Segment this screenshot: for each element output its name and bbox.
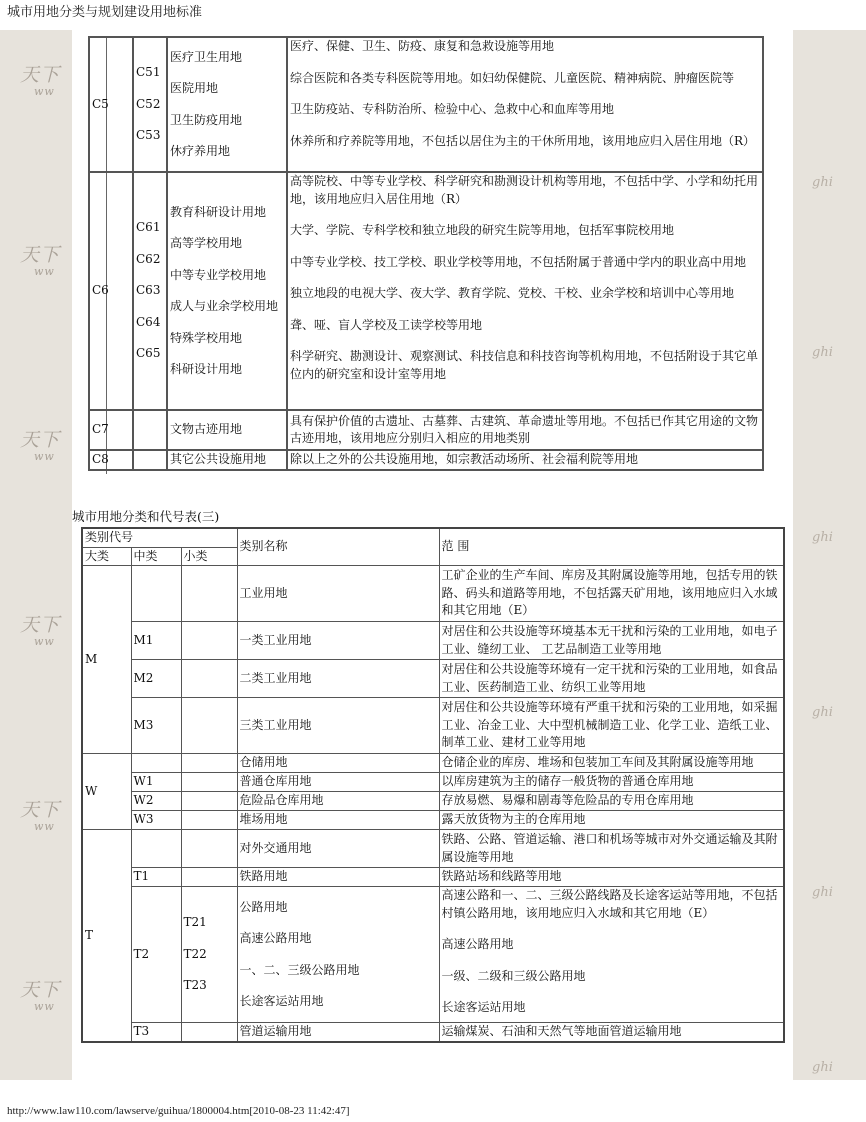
category-name-cell: 铁路用地	[237, 868, 439, 887]
category-name-cell: 教育科研设计用地 高等学校用地 中等专业学校用地 成人与业余学校用地 特殊学校用地 科研设计用地	[167, 172, 287, 410]
scope-cell: 工矿企业的生产车间、库房及其附属设施等用地，包括专用的铁路、码头和道路等用地，不包括露天矿用地，该用地应归入水域和其它用地（E）	[439, 566, 784, 622]
scope-cell: 对居住和公共设施等环境有严重干扰和污染的工业用地，如采掘工业、冶金工业、大中型机械制造工业、化学工业、造纸工业、制革工业、建材工业等用地	[439, 698, 784, 754]
minor-code-cell	[181, 698, 237, 754]
table-row	[82, 622, 784, 660]
table-row	[89, 450, 763, 470]
major-code-cell: M	[82, 566, 131, 754]
watermark: 天下 ww	[20, 614, 61, 648]
scope-cell: 运输煤炭、石油和天然气等地面管道运输用地	[439, 1023, 784, 1042]
watermark: 天下 ww	[20, 64, 61, 98]
minor-code-cell	[181, 792, 237, 811]
scope-cell: 具有保护价值的古遗址、古墓葬、古建筑、革命遗址等用地。不包括已作其它用途的文物古迹用地，该用地应分别归入相应的用地类别	[287, 410, 763, 450]
header-scope: 范 围	[439, 528, 784, 566]
watermark-right: ghi	[812, 1060, 833, 1075]
minor-code-cell	[181, 773, 237, 792]
table-row	[82, 887, 784, 1023]
table-row	[82, 792, 784, 811]
table-row	[82, 773, 784, 792]
minor-code-cell	[181, 566, 237, 622]
table-row	[89, 172, 763, 410]
minor-code-cell	[181, 811, 237, 830]
watermark: 天下 ww	[20, 429, 61, 463]
category-name-cell: 公路用地 高速公路用地 一、二、三级公路用地 长途客运站用地	[237, 887, 439, 1023]
category-name-cell: 堆场用地	[237, 811, 439, 830]
table-row	[89, 410, 763, 450]
major-code-cell: C6	[89, 172, 133, 410]
minor-code-cell	[181, 868, 237, 887]
category-name-cell: 一类工业用地	[237, 622, 439, 660]
category-name-cell: 工业用地	[237, 566, 439, 622]
category-name-cell: 其它公共设施用地	[167, 450, 287, 470]
scope-cell: 高速公路和一、二、三级公路线路及长途客运站等用地，不包括村镇公路用地，该用地应归入水域和其它用地（E） 高速公路用地 一级、二级和三级公路用地 长途客运站用地	[439, 887, 784, 1023]
watermark-right: ghi	[812, 345, 833, 360]
scope-cell: 高等院校、中等专业学校、科学研究和勘测设计机构等用地，不包括中学、小学和幼托用地，该用地应归入居住用地（R） 大学、学院、专科学校和独立地段的研究生院等用地，包括军事院校用地 中等专业学校、技工学校、职业学校等用地，不包括附属于普通中学内的职业高中用地 独立地段的电视大学、夜大学、教育学院、党校、干校、业余学校和培训中心等用地 聋、哑、盲人学校及工读学校等用地 科学研究、勘测设计、观察测试、科技信息和科技咨询等机构用地，不包括附设于其它单位内的研究室和设计室等用地	[287, 172, 763, 410]
header-category-name: 类别名称	[237, 528, 439, 566]
category-name-cell: 文物古迹用地	[167, 410, 287, 450]
scope-cell: 以库房建筑为主的储存一般货物的普通仓库用地	[439, 773, 784, 792]
mid-code-cell	[131, 566, 181, 622]
section-title: 城市用地分类和代号表(三)	[72, 509, 220, 524]
major-code-cell: T	[82, 830, 131, 1042]
mid-code-cell: T3	[131, 1023, 181, 1042]
scope-cell: 露天放货物为主的仓库用地	[439, 811, 784, 830]
mid-code-cell: W2	[131, 792, 181, 811]
page-header: 城市用地分类与规划建设用地标准	[7, 5, 203, 20]
table-row	[89, 37, 763, 172]
major-code-cell: C7	[89, 410, 133, 450]
major-code-cell: C5	[89, 37, 133, 172]
minor-code-cell	[181, 622, 237, 660]
major-code-cell: W	[82, 754, 131, 830]
header-mid: 中类	[131, 547, 181, 566]
left-margin-background	[0, 30, 72, 1080]
table-row	[82, 830, 784, 868]
header-major: 大类	[82, 547, 131, 566]
watermark: 天下 ww	[20, 244, 61, 278]
major-code-cell: C8	[89, 450, 133, 470]
minor-code-cell	[181, 1023, 237, 1042]
minor-code-cell: T21 T22 T23	[181, 887, 237, 1023]
category-name-cell: 管道运输用地	[237, 1023, 439, 1042]
watermark-right: ghi	[812, 885, 833, 900]
category-name-cell: 医疗卫生用地 医院用地 卫生防疫用地 休疗养用地	[167, 37, 287, 172]
minor-code-cell	[181, 660, 237, 698]
mid-code-cell: C61 C62 C63 C64 C65	[133, 172, 167, 410]
watermark-right: ghi	[812, 175, 833, 190]
table-row	[82, 811, 784, 830]
mid-code-cell: M3	[131, 698, 181, 754]
mid-code-cell: M1	[131, 622, 181, 660]
mid-code-cell: T2	[131, 887, 181, 1023]
minor-code-cell	[181, 830, 237, 868]
scope-cell: 仓储企业的库房、堆场和包装加工车间及其附属设施等用地	[439, 754, 784, 773]
table-row	[82, 754, 784, 773]
category-name-cell: 对外交通用地	[237, 830, 439, 868]
category-name-cell: 二类工业用地	[237, 660, 439, 698]
scope-cell: 对居住和公共设施等环境有一定干扰和污染的工业用地，如食品工业、医药制造工业、纺织工业等用地	[439, 660, 784, 698]
mid-code-cell: W1	[131, 773, 181, 792]
watermark-right: ghi	[812, 705, 833, 720]
category-name-cell: 三类工业用地	[237, 698, 439, 754]
public-facilities-table	[88, 36, 764, 471]
watermark: 天下 ww	[20, 799, 61, 833]
mid-code-cell	[133, 410, 167, 450]
watermark: 天下 ww	[20, 979, 61, 1013]
table-row	[82, 1023, 784, 1042]
scope-cell: 医疗、保健、卫生、防疫、康复和急救设施等用地 综合医院和各类专科医院等用地。如妇幼保健院、儿童医院、精神病院、肿瘤医院等 卫生防疫站、专科防治所、检验中心、急救中心和血库等用地 休养所和疗养院等用地，不包括以居住为主的干休所用地，该用地应归入居住用地（R）	[287, 37, 763, 172]
mid-code-cell: C51 C52 C53	[133, 37, 167, 172]
category-name-cell: 仓储用地	[237, 754, 439, 773]
category-name-cell: 普通仓库用地	[237, 773, 439, 792]
watermark-right: ghi	[812, 530, 833, 545]
mid-code-cell	[131, 754, 181, 773]
mid-code-cell: M2	[131, 660, 181, 698]
category-name-cell: 危险品仓库用地	[237, 792, 439, 811]
page-footer-url: http://www.law110.com/lawserve/guihua/1800004.htm[2010-08-23 11:42:47]	[7, 1105, 350, 1117]
land-use-classification-table	[81, 527, 785, 1043]
scope-cell: 铁路站场和线路等用地	[439, 868, 784, 887]
table-row	[82, 868, 784, 887]
scope-cell: 存放易燃、易爆和剧毒等危险品的专用仓库用地	[439, 792, 784, 811]
minor-code-cell	[181, 754, 237, 773]
mid-code-cell	[133, 450, 167, 470]
scope-cell: 铁路、公路、管道运输、港口和机场等城市对外交通运输及其附属设施等用地	[439, 830, 784, 868]
header-row	[82, 528, 784, 547]
mid-code-cell: W3	[131, 811, 181, 830]
scope-cell: 对居住和公共设施等环境基本无干扰和污染的工业用地，如电子工业、缝纫工业、 工艺品制造工业等用地	[439, 622, 784, 660]
scope-cell: 除以上之外的公共设施用地，如宗教活动场所、社会福利院等用地	[287, 450, 763, 470]
table-row	[82, 698, 784, 754]
mid-code-cell: T1	[131, 868, 181, 887]
table-row	[82, 660, 784, 698]
header-code-group: 类别代号	[82, 528, 237, 547]
table-row	[82, 566, 784, 622]
header-minor: 小类	[181, 547, 237, 566]
mid-code-cell	[131, 830, 181, 868]
